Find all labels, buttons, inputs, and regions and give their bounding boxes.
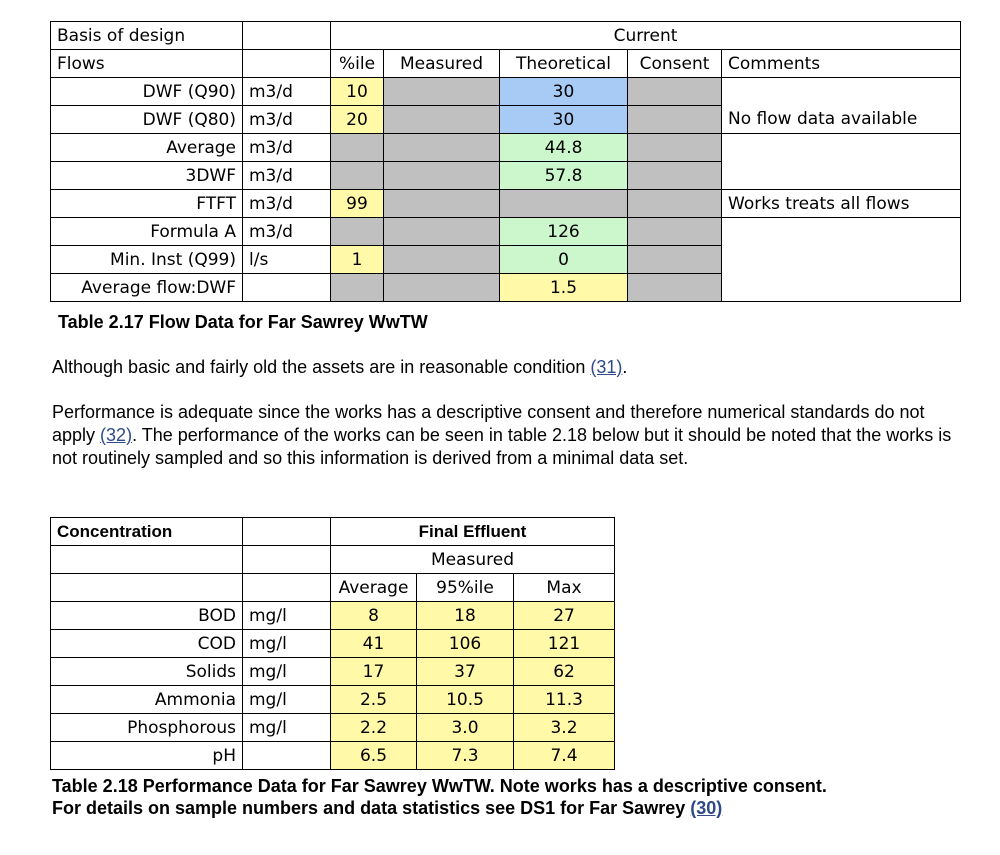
- table-row: [51, 106, 961, 134]
- row-name: Ammonia: [51, 686, 243, 714]
- row-name: BOD: [51, 602, 243, 630]
- basis-header: Basis of design: [51, 22, 243, 50]
- max-cell: 3.2: [514, 714, 615, 742]
- measured-cell: [384, 246, 500, 274]
- measured-cell: [384, 134, 500, 162]
- pctile-cell: [331, 134, 384, 162]
- pctile-cell: [331, 162, 384, 190]
- comments-cell: No flow data available: [722, 106, 961, 134]
- row-name: pH: [51, 742, 243, 770]
- pct95-cell: 3.0: [417, 714, 514, 742]
- max-cell: 121: [514, 630, 615, 658]
- theoretical-cell: 126: [500, 218, 628, 246]
- comments-cell: Works treats all flows: [722, 190, 961, 218]
- row-unit: mg/l: [243, 658, 331, 686]
- row-unit: mg/l: [243, 630, 331, 658]
- max-cell: 62: [514, 658, 615, 686]
- table-row: [51, 546, 615, 574]
- max-header: Max: [514, 574, 615, 602]
- measured-cell: [384, 190, 500, 218]
- reference-link-30[interactable]: (30): [690, 798, 723, 818]
- reference-link-31[interactable]: (31): [590, 357, 623, 377]
- caption-text: For details on sample numbers and data statistics see DS1 for Far Sawrey: [52, 798, 691, 818]
- row-unit: [243, 274, 331, 302]
- table-row: [51, 686, 615, 714]
- row-unit: mg/l: [243, 686, 331, 714]
- paragraph-end: .: [622, 357, 628, 377]
- theoretical-cell: [500, 190, 628, 218]
- caption-line-1: Table 2.18 Performance Data for Far Sawrey WwTW. Note works has a descriptive consent.: [52, 776, 827, 796]
- row-unit: m3/d: [243, 218, 331, 246]
- paragraph-text: Although basic and fairly old the assets are in reasonable condition: [52, 357, 591, 377]
- row-name: Formula A: [51, 218, 243, 246]
- table-row: [51, 50, 961, 78]
- measured-cell: [384, 106, 500, 134]
- row-unit: [243, 742, 331, 770]
- row-unit: m3/d: [243, 162, 331, 190]
- average-cell: 6.5: [331, 742, 417, 770]
- row-name: 3DWF: [51, 162, 243, 190]
- pct95-cell: 106: [417, 630, 514, 658]
- table-row: [51, 574, 615, 602]
- row-name: DWF (Q90): [51, 78, 243, 106]
- consent-cell: [628, 106, 722, 134]
- row-name: FTFT: [51, 190, 243, 218]
- pctile-cell: [331, 274, 384, 302]
- table-row: [51, 714, 615, 742]
- table-row: [51, 218, 961, 246]
- pct95-cell: 37: [417, 658, 514, 686]
- measured-cell: [384, 218, 500, 246]
- average-header: Average: [331, 574, 417, 602]
- row-name: COD: [51, 630, 243, 658]
- table-row: [51, 602, 615, 630]
- comments-cell: [722, 78, 961, 106]
- pctile-cell: [331, 218, 384, 246]
- pctile-cell: 10: [331, 78, 384, 106]
- theoretical-header: Theoretical: [500, 50, 628, 78]
- average-cell: 8: [331, 602, 417, 630]
- pct95-cell: 18: [417, 602, 514, 630]
- row-name: DWF (Q80): [51, 106, 243, 134]
- consent-cell: [628, 134, 722, 162]
- concentration-header: Concentration: [51, 518, 243, 546]
- consent-cell: [628, 190, 722, 218]
- row-unit: m3/d: [243, 106, 331, 134]
- paragraph-performance: [52, 401, 972, 470]
- consent-cell: [628, 162, 722, 190]
- row-name: Solids: [51, 658, 243, 686]
- measured-header: Measured: [331, 546, 615, 574]
- table-row: [51, 658, 615, 686]
- comments-cell: [722, 246, 961, 274]
- measured-cell: [384, 78, 500, 106]
- table-2-17-caption: Table 2.17 Flow Data for Far Sawrey WwTW: [58, 312, 428, 332]
- row-unit: l/s: [243, 246, 331, 274]
- pctile-cell: 20: [331, 106, 384, 134]
- max-cell: 7.4: [514, 742, 615, 770]
- table-2-18-caption: [52, 775, 827, 819]
- comments-cell: [722, 162, 961, 190]
- consent-cell: [628, 274, 722, 302]
- theoretical-cell: 30: [500, 78, 628, 106]
- consent-cell: [628, 78, 722, 106]
- caption-line-2: [52, 797, 827, 819]
- average-cell: 17: [331, 658, 417, 686]
- final-effluent-header: Final Effluent: [331, 518, 615, 546]
- pctile-header: %ile: [331, 50, 384, 78]
- table-row: [51, 630, 615, 658]
- table-row: [51, 78, 961, 106]
- table-row: [51, 518, 615, 546]
- paragraph-condition: [52, 356, 972, 379]
- pct95-header: 95%ile: [417, 574, 514, 602]
- max-cell: 27: [514, 602, 615, 630]
- comments-cell: [722, 274, 961, 302]
- row-name: Average: [51, 134, 243, 162]
- table-row: [51, 274, 961, 302]
- table-row: [51, 190, 961, 218]
- measured-header: Measured: [384, 50, 500, 78]
- theoretical-cell: 44.8: [500, 134, 628, 162]
- measured-cell: [384, 162, 500, 190]
- average-cell: 41: [331, 630, 417, 658]
- row-unit: m3/d: [243, 134, 331, 162]
- theoretical-cell: 0: [500, 246, 628, 274]
- table-row: [51, 134, 961, 162]
- paragraph-text-continued: . The performance of the works can be seen in table 2.18 below but it should be noted that the works is not routinely sampled and so this information is derived from a minimal data set.: [52, 425, 952, 468]
- row-unit: mg/l: [243, 602, 331, 630]
- measured-cell: [384, 274, 500, 302]
- table-row: [51, 246, 961, 274]
- consent-header: Consent: [628, 50, 722, 78]
- max-cell: 11.3: [514, 686, 615, 714]
- pctile-cell: 99: [331, 190, 384, 218]
- consent-cell: [628, 218, 722, 246]
- row-unit: m3/d: [243, 190, 331, 218]
- flows-header: Flows: [51, 50, 243, 78]
- flow-data-table: [50, 21, 961, 302]
- current-header: Current: [331, 22, 961, 50]
- table-row: [51, 162, 961, 190]
- row-unit: m3/d: [243, 78, 331, 106]
- row-name: Phosphorous: [51, 714, 243, 742]
- paragraph-text: Performance is adequate since the works has a descriptive consent and therefore numerical standards do not apply: [52, 402, 925, 445]
- comments-header: Comments: [722, 50, 961, 78]
- table-row: [51, 22, 961, 50]
- comments-cell: [722, 218, 961, 246]
- table-row: [51, 742, 615, 770]
- pct95-cell: 7.3: [417, 742, 514, 770]
- comments-cell: [722, 134, 961, 162]
- reference-link-32[interactable]: (32): [100, 425, 133, 445]
- theoretical-cell: 30: [500, 106, 628, 134]
- row-name: Min. Inst (Q99): [51, 246, 243, 274]
- average-cell: 2.2: [331, 714, 417, 742]
- row-unit: mg/l: [243, 714, 331, 742]
- consent-cell: [628, 246, 722, 274]
- average-cell: 2.5: [331, 686, 417, 714]
- row-name: Average flow:DWF: [51, 274, 243, 302]
- performance-data-table: [50, 517, 615, 770]
- pctile-cell: 1: [331, 246, 384, 274]
- theoretical-cell: 1.5: [500, 274, 628, 302]
- theoretical-cell: 57.8: [500, 162, 628, 190]
- pct95-cell: 10.5: [417, 686, 514, 714]
